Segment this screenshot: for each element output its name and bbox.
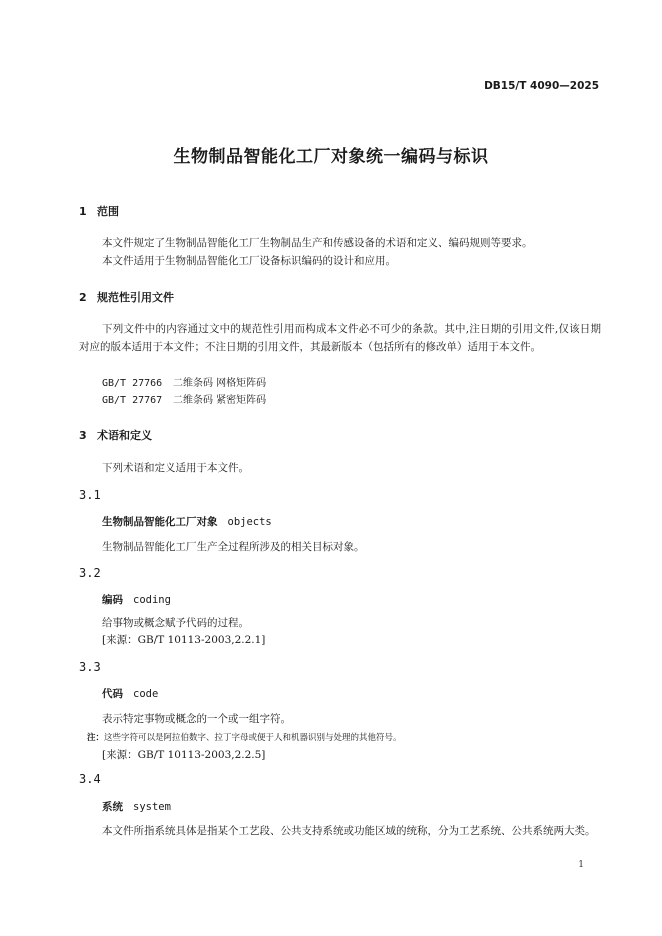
term-english: coding [133,594,171,606]
term-number: 3.4 [79,772,101,786]
reference-item [102,391,266,406]
term-chinese: 系统 [102,801,123,813]
terms-intro-paragraph: 下列术语和定义适用于本文件。 [102,462,249,474]
reference-code: GB/T 27767 [102,395,163,406]
term-english: system [133,801,171,813]
term-definition: 生物制品智能化工厂生产全过程所涉及的相关目标对象。 [102,541,365,553]
term-chinese: 生物制品智能化工厂对象 [102,516,218,528]
term-english: objects [227,516,272,528]
reference-item [102,374,266,389]
section-heading-normative-references [79,289,174,305]
reference-code: GB/T 27766 [102,378,163,389]
section-title: 规范性引用文件 [97,291,174,304]
note-label: 注： [87,733,105,743]
reference-name: 二维条码 紧密矩阵码 [173,395,267,406]
term-source: [来源：GB/T 10113-2003,2.2.5] [102,749,266,761]
section-number: 1 [79,205,87,218]
document-id: DB15/T 4090—2025 [484,80,599,92]
page-number: 1 [578,860,584,870]
scope-paragraph: 本文件规定了生物制品智能化工厂生物制品生产和传感设备的术语和定义、编码规则等要求。 [102,237,533,249]
section-title: 范围 [97,205,119,218]
term-number: 3.3 [79,660,101,674]
term-number: 3.2 [79,566,101,580]
term-definition: 表示特定事物或概念的一个或一组字符。 [102,713,291,725]
reference-name: 二维条码 网格矩阵码 [173,378,267,389]
section-number: 2 [79,291,87,304]
section-number: 3 [79,429,87,442]
references-intro-paragraph: 下列文件中的内容通过文中的规范性引用而构成本文件必不可少的条款。其中,注日期的引用文件,仅该日期对应的版本适用于本文件；不注日期的引用文件，其最新版本（包括所有的修改单）适用于本文件。 [79,323,601,353]
term-heading [102,799,171,814]
term-heading [102,514,272,529]
term-chinese: 编码 [102,594,123,606]
term-heading [102,592,171,607]
term-chinese: 代码 [102,688,123,700]
term-definition: 给事物或概念赋予代码的过程。 [102,617,249,629]
term-source: [来源：GB/T 10113-2003,2.2.1] [102,634,266,646]
term-note [87,731,402,743]
term-number: 3.1 [79,488,101,502]
section-title: 术语和定义 [97,429,152,442]
scope-paragraph: 本文件适用于生物制品智能化工厂设备标识编码的设计和应用。 [102,255,396,267]
term-heading [102,686,158,701]
document-title: 生物制品智能化工厂对象统一编码与标识 [173,147,489,167]
term-definition: 本文件所指系统具体是指某个工艺段、公共支持系统或功能区域的统称，分为工艺系统、公共系统两大类。 [102,825,596,837]
section-heading-terms [79,427,152,443]
section-heading-scope [79,203,119,219]
term-english: code [133,688,159,700]
note-text: 这些字符可以是阿拉伯数字、拉丁字母或便于人和机器识别与处理的其他符号。 [104,733,402,743]
